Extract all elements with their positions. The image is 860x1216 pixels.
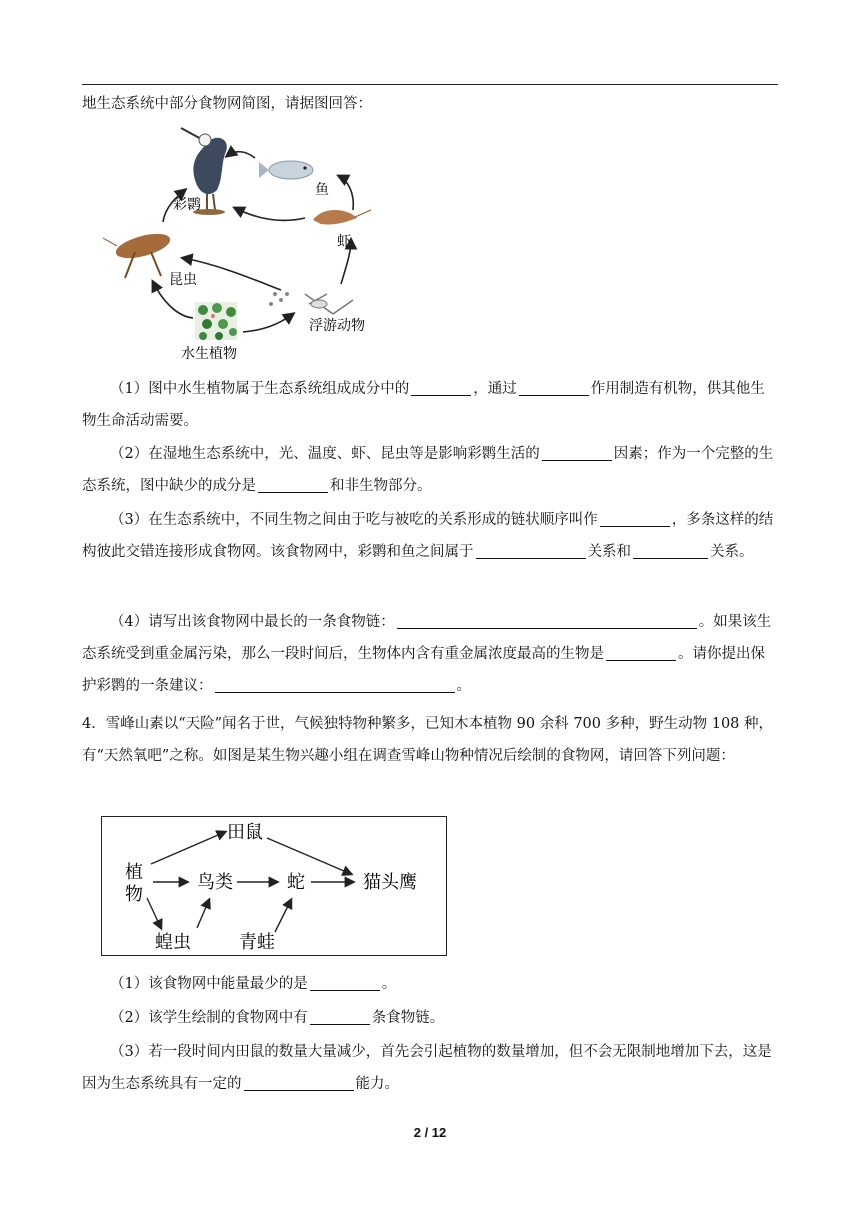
q3-p1-text-b: ，通过 <box>473 381 517 397</box>
plankton-illustration <box>269 292 353 314</box>
q4-part1 <box>82 968 778 1000</box>
q4-p3-text-a: （3）若一段时间内田鼠的数量大量减少，首先会引起植物的数量增加，但不会无限制地增加下去，这是因为生态系统具有一定的 <box>82 1044 772 1092</box>
locust-label: 蝗虫 <box>155 932 191 953</box>
fish-label: 鱼 <box>315 182 329 198</box>
frog-label: 青蛙 <box>239 932 275 953</box>
q3-p3-text-a: （3）在生态系统中，不同生物之间由于吃与被吃的关系形成的链状顺序叫作 <box>110 512 598 528</box>
q3-part3 <box>82 504 778 568</box>
answer-blank[interactable] <box>310 974 380 991</box>
owl-label: 猫头鹰 <box>363 872 417 893</box>
plankton-label: 浮游动物 <box>309 318 365 334</box>
answer-blank[interactable] <box>215 676 455 693</box>
aquatic-plant-illustration <box>195 302 237 340</box>
q4-intro: 4．雪峰山素以“天险”闻名于世，气候独特物种繁多，已知木本植物 90 余科 700 多种，野生动物 108 种，有“天然氧吧”之称。如图是某生物兴趣小组在调查雪峰山物种情况后绘制的食物网，请回答下列问题： <box>82 716 774 764</box>
shrimp-illustration <box>313 210 371 225</box>
q3-p1-text-c: 作用制造有机物，供其他生物生命活动需要。 <box>82 381 765 429</box>
fish-illustration <box>259 161 313 179</box>
snake-label: 蛇 <box>287 872 305 893</box>
q3-p3-text-b: ，多条这样的结构彼此交错连接形成食物网。该食物网中，彩鹮和鱼之间属于 <box>82 512 774 560</box>
wetland-food-web-figure <box>95 118 395 373</box>
q3-p4-text-d: 。 <box>456 678 471 694</box>
q3-p3-text-c: 关系和 <box>587 544 631 560</box>
q3-p1-text-a: （1）图中水生植物属于生态系统组成成分中的 <box>110 381 410 397</box>
header-rule <box>82 84 778 85</box>
answer-blank[interactable] <box>258 476 328 493</box>
q4-p1-text-b: 。 <box>381 976 397 992</box>
q3-p2-text-a: （2）在湿地生态系统中，光、温度、虾、昆虫等是影响彩鹮生活的 <box>110 446 540 462</box>
q3-p2-text-c: 和非生物部分。 <box>330 478 432 494</box>
q3-p4-text-a: （4）请写出该食物网中最长的一条食物链： <box>110 614 395 630</box>
q3-part4 <box>82 606 778 702</box>
answer-blank[interactable] <box>244 1074 354 1091</box>
q4-part3 <box>82 1036 778 1100</box>
answer-blank[interactable] <box>519 379 589 396</box>
page-number: 2 / 12 <box>413 1125 447 1140</box>
q3-part2 <box>82 438 778 502</box>
q3-part1 <box>82 373 778 437</box>
egret-label: 彩鹮 <box>173 197 201 213</box>
answer-blank[interactable] <box>633 542 708 559</box>
plant-label-char1: 植 <box>125 862 143 883</box>
q3-p2-text-b: 因素；作为一个完整的生态系统，图中缺少的成分是 <box>82 446 774 494</box>
q4-p1-text-a: （1）该食物网中能量最少的是 <box>110 976 308 992</box>
answer-blank[interactable] <box>397 612 697 629</box>
q4-p2-text-a: （2）该学生绘制的食物网中有 <box>110 1010 308 1026</box>
q3-p3-text-d: 关系。 <box>710 544 754 560</box>
q4-p3-text-b: 能力。 <box>355 1076 399 1092</box>
insect-label: 昆虫 <box>169 272 197 288</box>
answer-blank[interactable] <box>476 542 586 559</box>
field-mouse-label: 田鼠 <box>227 822 263 843</box>
aquatic-plant-label: 水生植物 <box>181 346 237 362</box>
q4-p2-text-b: 条食物链。 <box>371 1010 445 1026</box>
answer-blank[interactable] <box>606 644 676 661</box>
q4-part2 <box>82 1002 778 1034</box>
answer-blank[interactable] <box>600 510 670 527</box>
intro-text: 地生态系统中部分食物网简图，请据图回答： <box>82 96 372 112</box>
answer-blank[interactable] <box>310 1008 370 1025</box>
q3-p4-text-b: 。如果该生态系统受到重金属污染，那么一段时间后，生物体内含有重金属浓度最高的生物是 <box>82 614 772 662</box>
mountain-food-web-figure <box>101 816 447 956</box>
answer-blank[interactable] <box>542 444 612 461</box>
q3-p4-text-c: 。请你提出保护彩鹮的一条建议： <box>82 646 765 694</box>
shrimp-label: 虾 <box>337 234 351 250</box>
plant-label-char2: 物 <box>125 884 143 905</box>
bird-label: 鸟类 <box>197 872 233 893</box>
answer-blank[interactable] <box>411 379 471 396</box>
insect-illustration <box>103 229 173 278</box>
